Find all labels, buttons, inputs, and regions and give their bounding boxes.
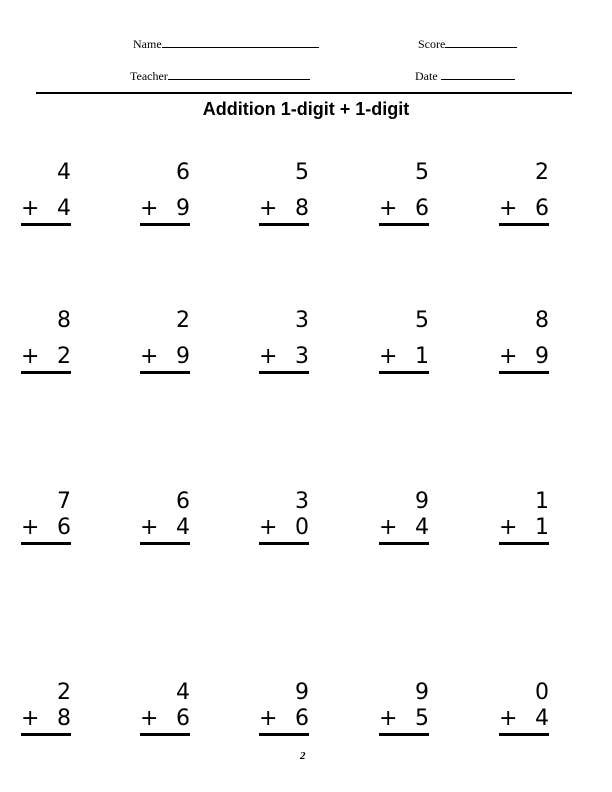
problem-card (259, 160, 309, 226)
addend-top: 8 (57, 308, 71, 333)
addend-top: 8 (535, 308, 549, 333)
addend-bottom: 9 (176, 344, 190, 369)
addend-bottom-row (140, 515, 190, 545)
teacher-blank[interactable] (168, 69, 310, 80)
addend-bottom-row (259, 344, 309, 374)
plus-sign: + (21, 344, 40, 369)
plus-sign: + (499, 196, 518, 221)
addend-bottom-row (21, 515, 71, 545)
score-blank[interactable] (445, 37, 517, 48)
plus-sign: + (379, 515, 398, 540)
name-field[interactable] (133, 37, 319, 52)
addend-bottom-row (259, 515, 309, 545)
addend-bottom-row (499, 515, 549, 545)
addend-top: 1 (535, 489, 549, 514)
page-number: 2 (300, 750, 306, 762)
problem-card (379, 680, 429, 736)
addend-bottom-row (140, 706, 190, 736)
problem-card (21, 160, 71, 226)
addend-bottom: 9 (176, 196, 190, 221)
addend-bottom-row (379, 344, 429, 374)
teacher-field[interactable] (130, 69, 310, 84)
addend-bottom-row (259, 706, 309, 736)
name-blank[interactable] (162, 37, 319, 48)
plus-sign: + (140, 196, 159, 221)
addend-bottom: 1 (535, 515, 549, 540)
addend-top: 9 (295, 680, 309, 705)
plus-sign: + (379, 344, 398, 369)
addend-top: 3 (295, 489, 309, 514)
addend-bottom: 3 (295, 344, 309, 369)
plus-sign: + (499, 706, 518, 731)
addend-bottom: 4 (535, 706, 549, 731)
score-label: Score (418, 37, 446, 51)
plus-sign: + (259, 196, 278, 221)
problem-card (499, 680, 549, 736)
plus-sign: + (140, 706, 159, 731)
addend-bottom: 4 (415, 515, 429, 540)
addend-top: 9 (415, 489, 429, 514)
problem-card (21, 308, 71, 374)
addend-bottom: 0 (295, 515, 309, 540)
addend-bottom-row (21, 196, 71, 226)
problem-card (140, 489, 190, 545)
plus-sign: + (379, 706, 398, 731)
addend-top: 7 (57, 489, 71, 514)
plus-sign: + (21, 706, 40, 731)
addend-bottom-row (140, 344, 190, 374)
problem-card (140, 308, 190, 374)
addend-top: 2 (535, 160, 549, 185)
addend-top: 5 (415, 160, 429, 185)
problem-card (499, 308, 549, 374)
addend-top: 2 (176, 308, 190, 333)
problem-card (140, 160, 190, 226)
addend-top: 3 (295, 308, 309, 333)
addend-bottom-row (259, 196, 309, 226)
addend-bottom: 1 (415, 344, 429, 369)
addend-top: 9 (415, 680, 429, 705)
addend-top: 4 (57, 160, 71, 185)
addend-bottom-row (379, 706, 429, 736)
header-divider (36, 92, 572, 94)
problem-card (379, 308, 429, 374)
addend-top: 0 (535, 680, 549, 705)
addend-bottom-row (21, 344, 71, 374)
plus-sign: + (21, 515, 40, 540)
problem-card (259, 308, 309, 374)
addend-top: 5 (415, 308, 429, 333)
addend-bottom-row (379, 196, 429, 226)
addend-bottom-row (499, 706, 549, 736)
name-label: Name (133, 37, 162, 51)
addend-top: 6 (176, 160, 190, 185)
date-field[interactable] (415, 69, 515, 84)
teacher-label: Teacher (130, 69, 168, 83)
addend-bottom: 2 (57, 344, 71, 369)
plus-sign: + (499, 515, 518, 540)
problem-card (499, 160, 549, 226)
problem-card (21, 489, 71, 545)
addend-bottom: 4 (57, 196, 71, 221)
problem-card (499, 489, 549, 545)
addend-top: 2 (57, 680, 71, 705)
addend-bottom: 6 (535, 196, 549, 221)
score-field[interactable] (418, 37, 517, 52)
addend-bottom: 5 (415, 706, 429, 731)
date-label: Date (415, 69, 438, 83)
plus-sign: + (259, 515, 278, 540)
addend-bottom-row (379, 515, 429, 545)
addend-bottom: 6 (295, 706, 309, 731)
plus-sign: + (499, 344, 518, 369)
plus-sign: + (259, 706, 278, 731)
problem-card (379, 160, 429, 226)
addend-bottom: 9 (535, 344, 549, 369)
addend-bottom-row (499, 196, 549, 226)
problem-card (21, 680, 71, 736)
problem-card (259, 680, 309, 736)
addend-bottom: 8 (57, 706, 71, 731)
addend-bottom: 8 (295, 196, 309, 221)
worksheet-title: Addition 1-digit + 1-digit (202, 99, 410, 119)
problem-card (379, 489, 429, 545)
addend-bottom-row (140, 196, 190, 226)
addend-top: 6 (176, 489, 190, 514)
addend-bottom-row (21, 706, 71, 736)
addend-bottom: 6 (57, 515, 71, 540)
addend-bottom: 4 (176, 515, 190, 540)
addend-bottom-row (499, 344, 549, 374)
plus-sign: + (259, 344, 278, 369)
problem-card (259, 489, 309, 545)
plus-sign: + (140, 515, 159, 540)
problem-card (140, 680, 190, 736)
addend-top: 5 (295, 160, 309, 185)
addend-bottom: 6 (176, 706, 190, 731)
addend-bottom: 6 (415, 196, 429, 221)
plus-sign: + (21, 196, 40, 221)
plus-sign: + (379, 196, 398, 221)
addend-top: 4 (176, 680, 190, 705)
date-blank[interactable] (441, 69, 515, 80)
plus-sign: + (140, 344, 159, 369)
